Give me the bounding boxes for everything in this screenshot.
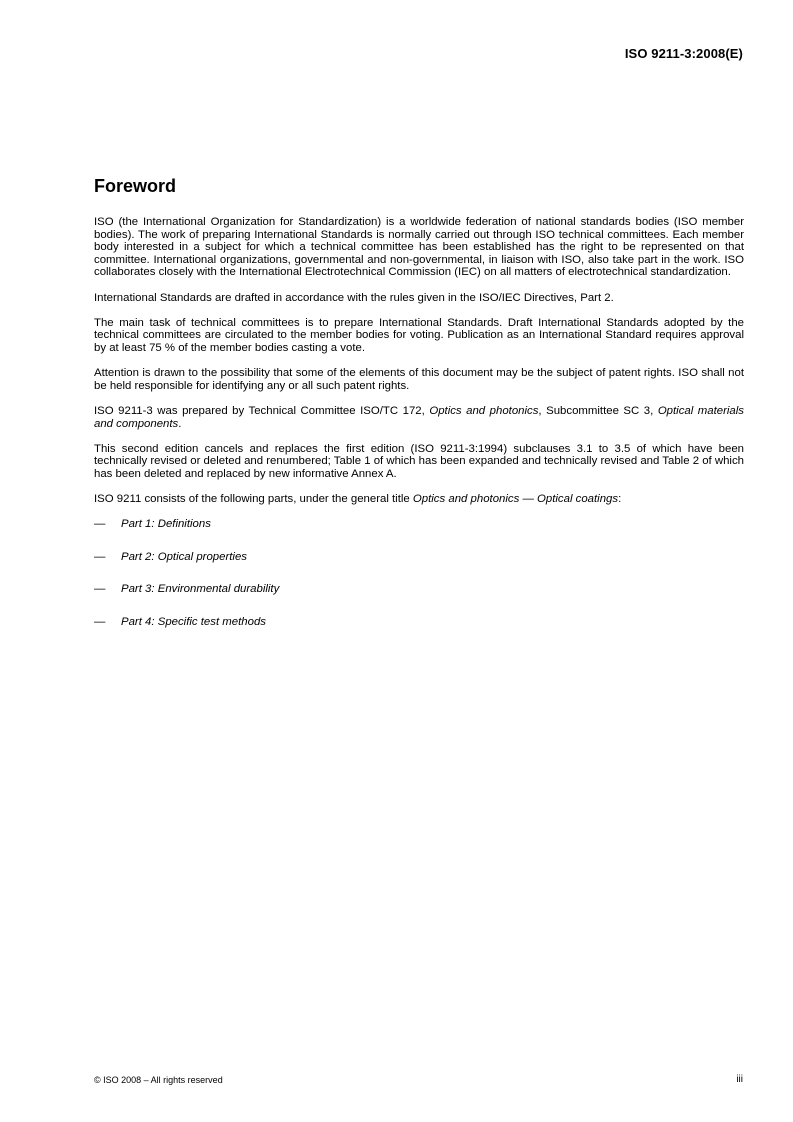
list-item	[94, 518, 744, 531]
part-label: Part 2: Optical properties	[121, 550, 247, 563]
paragraph-committee-task: The main task of technical committees is to prepare International Standards. Draft International Standards adopted by the technical committees are circulated to the member bodies for voting. Publication as an International Standard requires approval by at least 75 % of the member bodies casting a vote.	[94, 316, 744, 354]
dash-marker: —	[94, 583, 106, 596]
parts-list	[94, 518, 744, 628]
paragraph-edition-note: This second edition cancels and replaces the first edition (ISO 9211-3:1994) subclauses 3.1 to 3.5 of which have been technically revised or deleted and renumbered; Table 1 of which has been expanded and technically revised and Table 2 of which has been deleted and replaced by new informative Annex A.	[94, 442, 744, 480]
paragraph-parts-intro	[94, 493, 744, 506]
paragraph-drafting-rules: International Standards are drafted in accordance with the rules given in the ISO/IEC Directives, Part 2.	[94, 291, 614, 304]
paragraph-iso-description: ISO (the International Organization for Standardization) is a worldwide federation of national standards bodies (ISO member bodies). The work of preparing International Standards is normally carried out through ISO technical committees. Each member body interested in a subject for which a technical committee has been established has the right to be represented on that committee. International organizations, governmental and non-governmental, in liaison with ISO, also take part in the work. ISO collaborates closely with the International Electrotechnical Commission (IEC) on all matters of electrotechnical standardization.	[94, 216, 744, 279]
foreword-body	[94, 216, 744, 649]
dash-marker: —	[94, 518, 106, 531]
preparation-text-end: .	[178, 417, 182, 430]
page-title: Foreword	[94, 176, 177, 196]
subcommittee-name: Optical materials and components	[94, 404, 744, 430]
general-title: Optics and photonics — Optical coatings	[412, 493, 619, 506]
dash-marker: —	[94, 616, 106, 629]
parts-intro-colon: :	[618, 493, 622, 506]
page-number: iii	[736, 1074, 743, 1085]
part-label: Part 1: Definitions	[121, 518, 211, 531]
copyright-notice: © ISO 2008 – All rights reserved	[94, 1075, 223, 1085]
list-item	[94, 616, 744, 629]
preparation-text-middle: , Subcommittee SC 3,	[538, 404, 658, 417]
paragraph-patent-notice: Attention is drawn to the possibility that some of the elements of this document may be the subject of patent rights. ISO shall not be held responsible for identifying any or all such patent rights.	[94, 367, 744, 392]
part-label: Part 3: Environmental durability	[121, 583, 280, 596]
parts-intro-text: ISO 9211 consists of the following parts, under the general title	[94, 493, 413, 506]
committee-name: Optics and photonics	[429, 404, 539, 417]
document-identifier: ISO 9211-3:2008(E)	[624, 46, 743, 61]
dash-marker: —	[94, 550, 106, 563]
paragraph-preparation	[94, 405, 744, 430]
part-label: Part 4: Specific test methods	[121, 616, 266, 629]
list-item	[94, 583, 744, 596]
preparation-text-start: ISO 9211-3 was prepared by Technical Committee ISO/TC 172,	[94, 404, 430, 417]
list-item	[94, 551, 744, 564]
